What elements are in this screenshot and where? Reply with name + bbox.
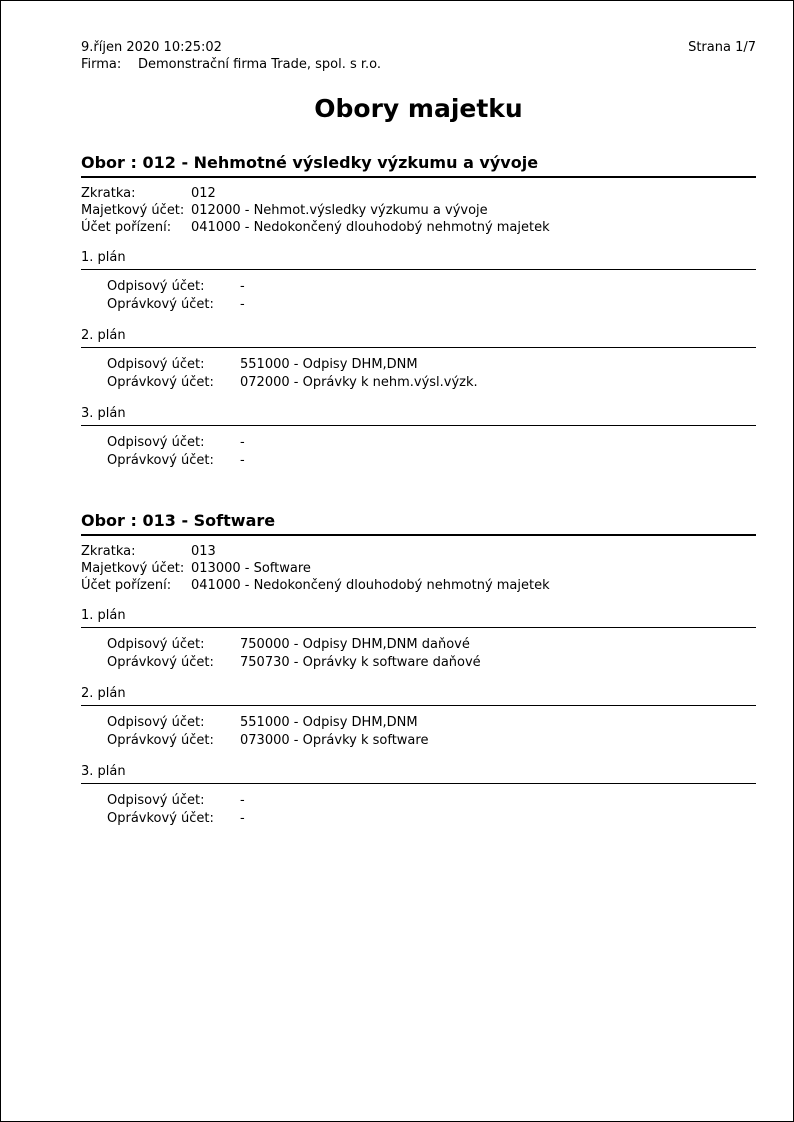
field-label: Účet pořízení: [81,578,172,593]
field-label: Majetkový účet: [81,203,185,218]
plan-title: 2. plán [81,328,756,348]
plan-row-opravkovy [107,452,756,470]
field-label: Účet pořízení: [81,220,172,235]
field-value: 551000 - Odpisy DHM,DNM [240,357,418,372]
field-label: Odpisový účet: [107,715,205,730]
report-datetime: 9.říjen 2020 10:25:02 [81,40,222,55]
field-label: Odpisový účet: [107,435,205,450]
report-header [81,39,756,73]
field-label: Majetkový účet: [81,561,185,576]
field-value: - [240,793,245,808]
field-value: - [240,811,245,826]
field-label: Oprávkový účet: [107,655,214,670]
page-number: Strana 1/7 [688,40,756,55]
plan-block-1 [81,608,756,672]
plan-block-3 [81,764,756,828]
header-line-1 [81,39,756,56]
field-value: 073000 - Oprávky k software [240,733,429,748]
plan-title: 3. plán [81,406,756,426]
obor-section-012 [81,153,756,470]
plan-block-2 [81,328,756,392]
plan-row-opravkovy [107,654,756,672]
field-label: Odpisový účet: [107,279,205,294]
report-content [1,1,793,828]
field-value: 012000 - Nehmot.výsledky výzkumu a vývoje [191,203,488,218]
plan-row-opravkovy [107,374,756,392]
field-value: 041000 - Nedokončený dlouhodobý nehmotný majetek [191,578,550,593]
plan-row-opravkovy [107,296,756,314]
field-label: Oprávkový účet: [107,453,214,468]
plan-title: 1. plán [81,608,756,628]
plan-block-1 [81,250,756,314]
field-value: - [240,297,245,312]
field-value: - [240,435,245,450]
field-row-majetkovy-ucet [81,202,756,219]
field-value: - [240,279,245,294]
header-line-2 [81,56,756,73]
company-name: Demonstrační firma Trade, spol. s r.o. [138,57,382,72]
field-value: 013000 - Software [191,561,311,576]
field-value: 551000 - Odpisy DHM,DNM [240,715,418,730]
plan-row-odpisovy [107,714,756,732]
field-value: - [240,453,245,468]
field-row-zkratka [81,185,756,202]
field-row-ucet-porizeni [81,577,756,594]
field-label: Oprávkový účet: [107,297,214,312]
plan-row-odpisovy [107,636,756,654]
plan-title: 3. plán [81,764,756,784]
section-heading: Obor : 012 - Nehmotné výsledky výzkumu a vývoje [81,153,756,178]
report-title: Obory majetku [314,94,523,123]
section-heading: Obor : 013 - Software [81,511,756,536]
plan-row-odpisovy [107,278,756,296]
plan-block-2 [81,686,756,750]
obor-section-013 [81,511,756,828]
field-value: 012 [191,186,216,201]
field-label: Odpisový účet: [107,637,205,652]
field-label: Zkratka: [81,186,136,201]
field-row-zkratka [81,543,756,560]
field-value: 013 [191,544,216,559]
plan-row-opravkovy [107,732,756,750]
field-value: 750000 - Odpisy DHM,DNM daňové [240,637,470,652]
plan-row-odpisovy [107,434,756,452]
plan-title: 2. plán [81,686,756,706]
field-label: Zkratka: [81,544,136,559]
field-row-majetkovy-ucet [81,560,756,577]
field-label: Oprávkový účet: [107,733,214,748]
plan-row-opravkovy [107,810,756,828]
field-row-ucet-porizeni [81,219,756,236]
field-value: 072000 - Oprávky k nehm.výsl.výzk. [240,375,478,390]
plan-row-odpisovy [107,356,756,374]
plan-block-3 [81,406,756,470]
plan-title: 1. plán [81,250,756,270]
field-label: Odpisový účet: [107,357,205,372]
field-label: Oprávkový účet: [107,375,214,390]
field-label: Oprávkový účet: [107,811,214,826]
field-label: Odpisový účet: [107,793,205,808]
plan-row-odpisovy [107,792,756,810]
field-value: 750730 - Oprávky k software daňové [240,655,481,670]
company-label: Firma: [81,57,122,72]
field-value: 041000 - Nedokončený dlouhodobý nehmotný majetek [191,220,550,235]
